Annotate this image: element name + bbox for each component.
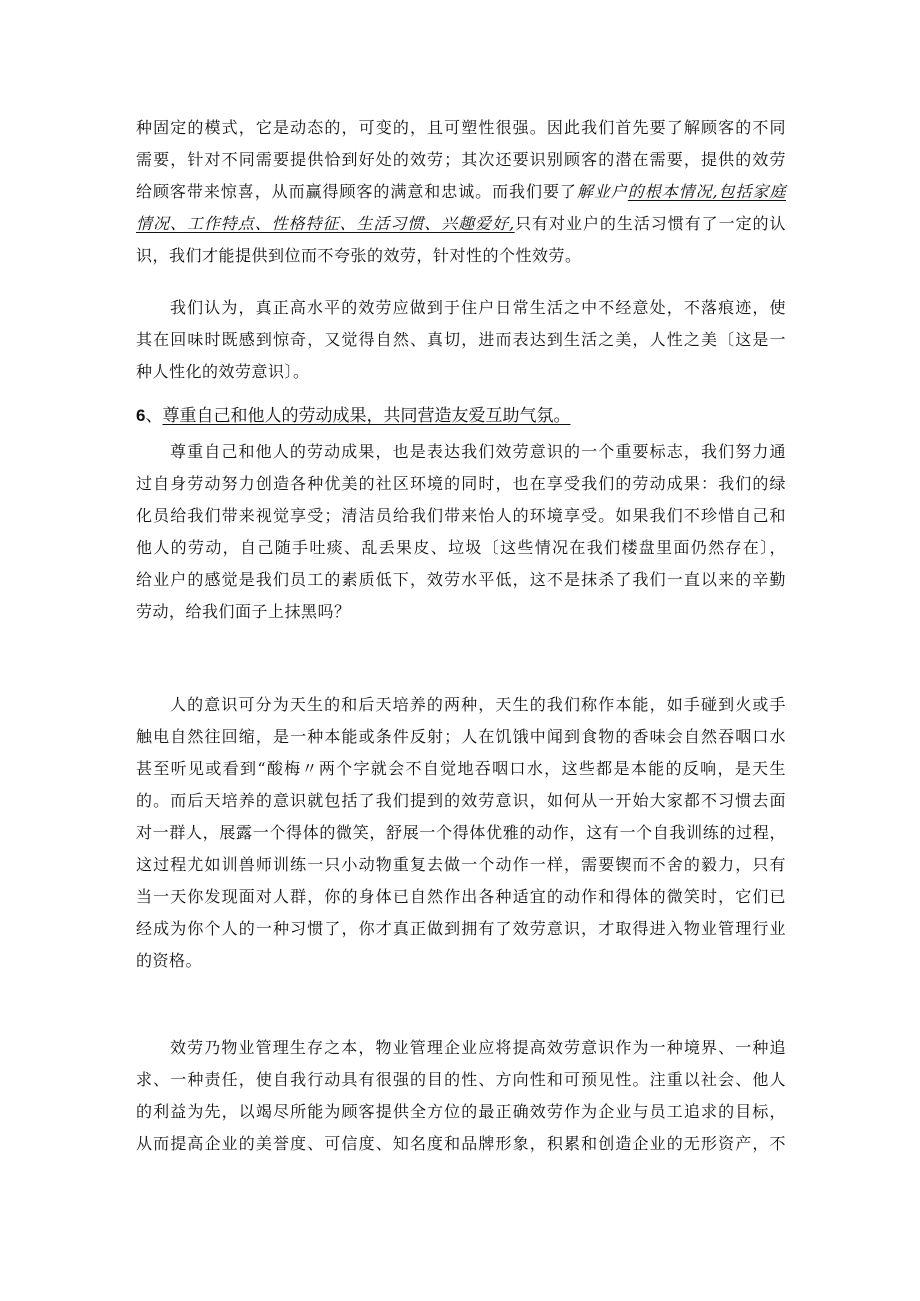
text-line: 触电自然往回缩，是一种本能或条件反射；人在饥饿中闻到食物的香味会自然吞咽口水 <box>136 727 786 746</box>
text-line: 的。而后天培养的意识就包括了我们提到的效劳意识，如何从一开始大家都不习惯去面 <box>136 791 786 810</box>
section-title: 尊重自己和他人的劳动成果，共同营造友爱互助气氛。 <box>162 406 571 426</box>
text-run: 给顾客带来惊喜，从而赢得顾客的满意和忠诚。而我们要了 <box>136 182 577 201</box>
text-line: 种固定的模式，它是动态的，可变的，且可塑性很强。因此我们首先要了解顾客的不同 <box>136 118 786 137</box>
section-heading <box>136 400 570 432</box>
text-line: 从而提高企业的美誉度、可信度、知名度和品牌形象，积累和创造企业的无形资产，不 <box>136 1134 786 1153</box>
paragraph-awareness <box>136 689 786 977</box>
text-line: 过自身劳动努力创造各种优美的社区环境的同时，也在享受我们的劳动成果：我们的绿 <box>136 474 786 493</box>
text-line: 甚至听见或看到“酸梅〃两个字就会不自觉地吞咽口水，这些都是本能的反响，是天生 <box>136 759 786 778</box>
text-line: 的资格。 <box>136 951 203 970</box>
text-line <box>136 176 786 208</box>
text-line: 人的意识可分为天生的和后天培养的两种，天生的我们称作本能，如手碰到火或手 <box>170 695 786 714</box>
text-line: 种人性化的效劳意识〕。 <box>136 362 310 381</box>
text-line: 其在回味时既感到惊奇，又觉得自然、真切，进而表达到生活之美，人性之美〔这是一 <box>136 330 786 349</box>
text-line: 化员给我们带来视觉享受；清洁员给我们带来怡人的环境享受。如果我们不珍惜自己和 <box>136 506 786 525</box>
emphasized-text: 解业户 <box>576 182 628 201</box>
paragraph-service-patterns <box>136 112 786 272</box>
text-line: 劳动，给我们面子上抹黑吗？ <box>136 602 351 621</box>
paragraph-service-foundation <box>136 1032 786 1160</box>
text-line: 这过程尤如训兽师训练一只小动物重复去做一个动作一样，需要锲而不舍的毅力，只有 <box>136 855 786 874</box>
text-line: 效劳乃物业管理生存之本，物业管理企业应将提高效劳意识作为一种境界、一种追 <box>170 1038 786 1057</box>
section-separator: 、 <box>145 406 163 426</box>
text-line: 的利益为先，以竭尽所能为顾客提供全方位的最正确效劳作为企业与员工追求的目标， <box>136 1102 786 1121</box>
paragraph-high-level-service <box>136 292 786 388</box>
text-line: 需要，针对不同需要提供恰到好处的效劳；其次还要识别顾客的潜在需要，提供的效劳 <box>136 150 786 169</box>
text-line: 经成为你个人的一种习惯了，你才真正做到拥有了效劳意识，才取得进入物业管理行业 <box>136 919 786 938</box>
underlined-emphasized-text: 的根本情况,包括家庭 <box>627 182 786 201</box>
text-line: 识，我们才能提供到位而不夸张的效劳，针对性的个性效劳。 <box>136 246 582 265</box>
text-line: 当一天你发现面对人群，你的身体已自然作出各种适宜的动作和得体的微笑时，它们已 <box>136 887 786 906</box>
underlined-emphasized-text: 情况、工作特点、性格特征、生活习惯、兴趣爱好, <box>136 214 515 233</box>
text-run: 只有对业户的生活习惯有了一定的认 <box>514 214 786 233</box>
text-line: 他人的劳动，自己随手吐痰、乱丢果皮、垃圾〔这些情况在我们楼盘里面仍然存在〕， <box>136 538 786 557</box>
text-line: 尊重自己和他人的劳动成果，也是表达我们效劳意识的一个重要标志，我们努力通 <box>170 442 786 461</box>
section-number: 6 <box>136 406 146 425</box>
text-line: 我们认为，真正高水平的效劳应做到于住户日常生活之中不经意处，不落痕迹，使 <box>170 298 786 317</box>
text-line: 求、一种责任，使自我行动具有很强的目的性、方向性和可预见性。注重以社会、他人 <box>136 1070 786 1089</box>
text-line <box>136 208 786 240</box>
text-line: 给业户的感觉是我们员工的素质低下，效劳水平低，这不是抹杀了我们一直以来的辛勤 <box>136 570 786 589</box>
paragraph-respect-labor <box>136 436 786 628</box>
text-line: 对一群人，展露一个得体的微笑，舒展一个得体优雅的动作，这有一个自我训练的过程， <box>136 823 786 842</box>
